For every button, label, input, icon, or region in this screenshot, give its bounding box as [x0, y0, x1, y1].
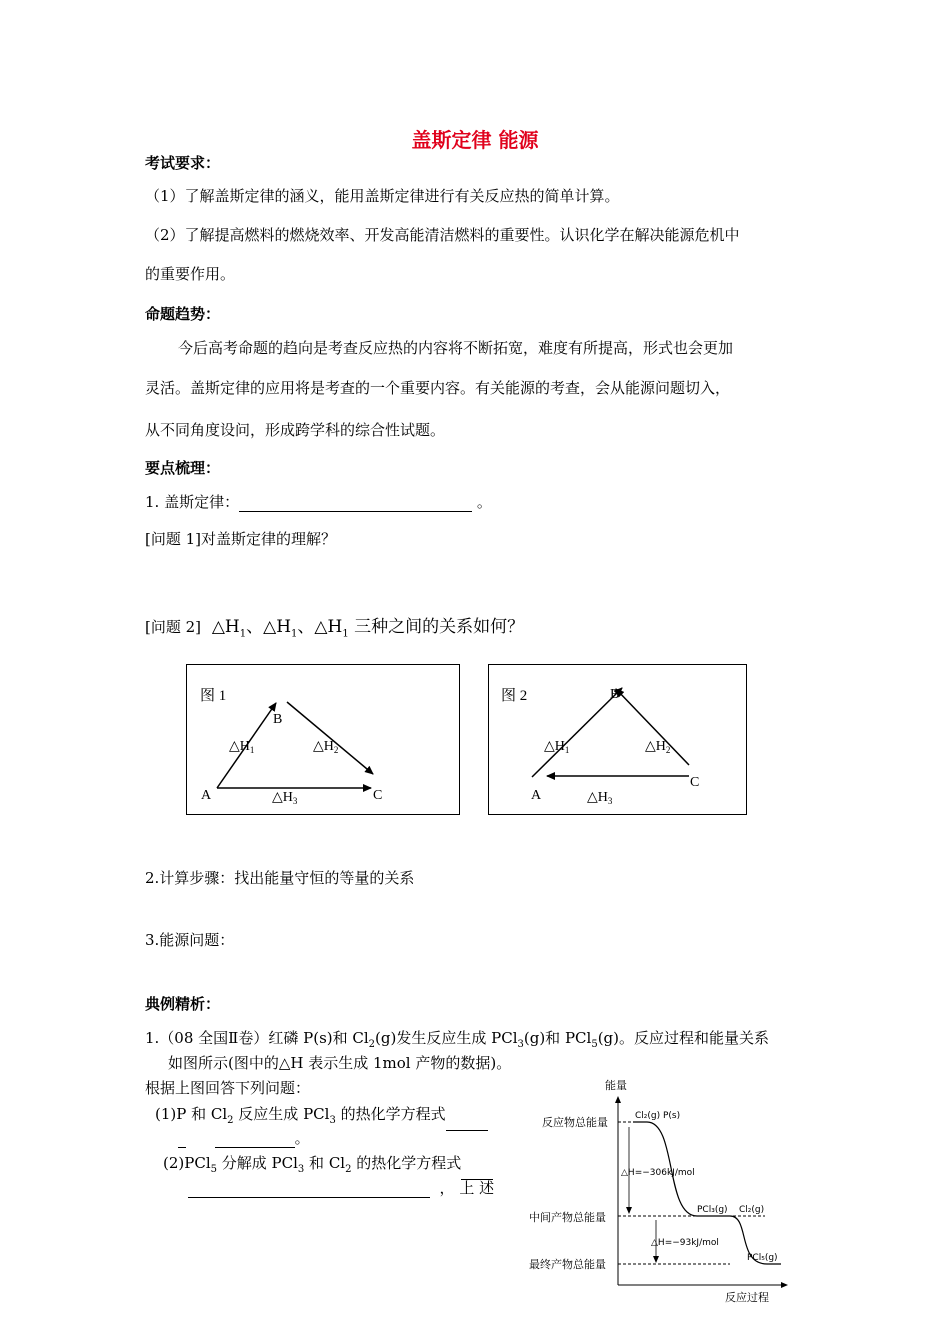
ex1-text-c: (g)和 PCl [523, 1029, 592, 1047]
fig2-point-c: C [690, 775, 700, 790]
intermediate-level-label: 中间产物总能量 [529, 1211, 606, 1224]
reactant-level-label: 反应物总能量 [542, 1116, 608, 1129]
trend-line-2: 灵活。盖斯定律的应用将是考查的一个重要内容。有关能源的考查，会从能源问题切入， [145, 379, 731, 397]
arrow-b-to-c [287, 702, 373, 774]
point-1-label: 1. 盖斯定律： [145, 493, 240, 511]
point-1-hess-law [145, 492, 492, 512]
energy-x-axis-label: 反应过程 [725, 1291, 769, 1304]
fig1-dh3: $\triangle H_3$ [272, 790, 298, 806]
exam-item-2: （2）了解提高燃料的燃烧效率、开发高能清洁燃料的重要性。认识化学在解决能源危机中 [145, 226, 740, 244]
fig2-dh2: $\triangle H_2$ [645, 739, 671, 755]
answer-blank-1b[interactable] [178, 1132, 186, 1148]
example-1-line-1: 1.（08 全国Ⅱ卷）红磷 P(s)和 $Cl_2(g)$发生反应生成 PCl$_3$(g)和 PCl$_5$(g)。反应过程和能量关系 [145, 1029, 770, 1050]
energy-y-axis-label: 能量 [605, 1079, 627, 1092]
fig1-point-b: B [273, 712, 283, 727]
example-1-question-2-cont [188, 1178, 494, 1198]
section-exam-requirements: 考试要求： [145, 154, 221, 172]
figure-2-diagram [489, 665, 745, 813]
figure-2-box [488, 664, 747, 815]
section-examples: 典例精析： [145, 995, 221, 1013]
intermediate-species-cl2: Cl₂(g) [739, 1205, 765, 1215]
question-2: [问题 2] $\triangle H_1$、$\triangle H_1$、$\triangle H_1$ 三种之间的关系如何？ [145, 617, 525, 640]
question-2-text: 三种之间的关系如何？ [354, 617, 525, 637]
example-1-question-1-cont [178, 1128, 310, 1148]
figure-1-box [186, 664, 460, 815]
ex1-text-b: (g)发生反应生成 PCl [375, 1029, 518, 1047]
example-1-line-2: 如图所示(图中的△H 表示生成 1mol 产物的数据)。 [168, 1054, 512, 1072]
dh2-label: △H=−93kJ/mol [651, 1238, 719, 1248]
exam-item-1: （1）了解盖斯定律的涵义，能用盖斯定律进行有关反应热的简单计算。 [145, 187, 620, 205]
question-2-label: [问题 2] [145, 618, 202, 636]
example-1-line-3: 根据上图回答下列问题： [145, 1079, 311, 1097]
fig1-point-c: C [373, 788, 383, 803]
example-1-question-1: (1)P 和 $Cl_2$ 反应生成 PCl$_3$ 的热化学方程式 [155, 1104, 488, 1131]
final-species-pcl5: PCl₅(g) [747, 1253, 778, 1263]
example-1-question-2: (2)PCl$_5$ 分解成 PCl$_3$ 和 $Cl_2$ 的热化学方程式 [163, 1153, 493, 1180]
ex1-q2-a: (2)PCl [163, 1154, 211, 1172]
hess-law-blank[interactable] [239, 496, 472, 512]
section-trend: 命题趋势： [145, 305, 221, 323]
start-species: Cl₂(g) P(s) [635, 1111, 681, 1121]
dh1-label: △H=−306kJ/mol [621, 1168, 695, 1178]
ex1-q2-d: 的热化学方程式 [351, 1154, 462, 1172]
question-1: [问题 1]对盖斯定律的理解？ [145, 530, 337, 548]
figure-2-label: 图 2 [501, 688, 528, 704]
ex1-q1-b: 反应生成 PCl [233, 1105, 330, 1123]
point-1-end: 。 [476, 493, 492, 511]
fig2-dh3: $\triangle H_3$ [587, 790, 613, 806]
ex1-q1-end: 。 [294, 1129, 310, 1147]
figure-1-label: 图 1 [200, 688, 227, 704]
answer-blank-1a[interactable] [446, 1115, 488, 1131]
trend-line-3: 从不同角度设问，形成跨学科的综合性试题。 [145, 421, 446, 439]
ex1-q1-a: (1)P 和 Cl [155, 1105, 228, 1123]
answer-blank-1c[interactable] [215, 1132, 295, 1148]
step-3-energy: 3.能源问题： [145, 931, 235, 949]
ex1-q1-c: 的热化学方程式 [335, 1105, 446, 1123]
fig1-dh1: $\triangle H_1$ [229, 739, 255, 755]
page-title: 盖斯定律 能源 [411, 128, 539, 152]
section-key-points: 要点梳理： [145, 459, 221, 477]
ex1-q2-c: 和 Cl [304, 1154, 346, 1172]
intermediate-species-pcl3: PCl₃(g) [697, 1205, 728, 1215]
fig2-point-b: B [610, 687, 620, 702]
step-2-calc: 2.计算步骤：找出能量守恒的等量的关系 [145, 869, 415, 887]
fig2-point-a: A [531, 788, 542, 803]
exam-item-2-cont: 的重要作用。 [145, 265, 236, 283]
trend-line-1: 今后高考命题的趋向是考查反应热的内容将不断拓宽，难度有所提高，形式也会更加 [178, 339, 734, 357]
final-level-label: 最终产物总能量 [529, 1258, 606, 1271]
fig2-dh1: $\triangle H_1$ [544, 739, 570, 755]
ex1-q2-end: ， 上 述 [439, 1179, 495, 1197]
fig1-dh2: $\triangle H_2$ [313, 739, 339, 755]
answer-blank-2b[interactable] [188, 1182, 430, 1198]
ex1-text-d: (g)。反应过程和能量关系 [597, 1029, 770, 1047]
ex1-text-a: 1.（08 全国Ⅱ卷）红磷 P(s)和 Cl [145, 1029, 369, 1047]
ex1-q2-b: 分解成 PCl [217, 1154, 298, 1172]
arrow-a-to-b-2 [532, 688, 622, 777]
fig1-point-a: A [201, 788, 212, 803]
energy-diagram [525, 1075, 795, 1305]
figure-1-diagram [187, 665, 458, 813]
